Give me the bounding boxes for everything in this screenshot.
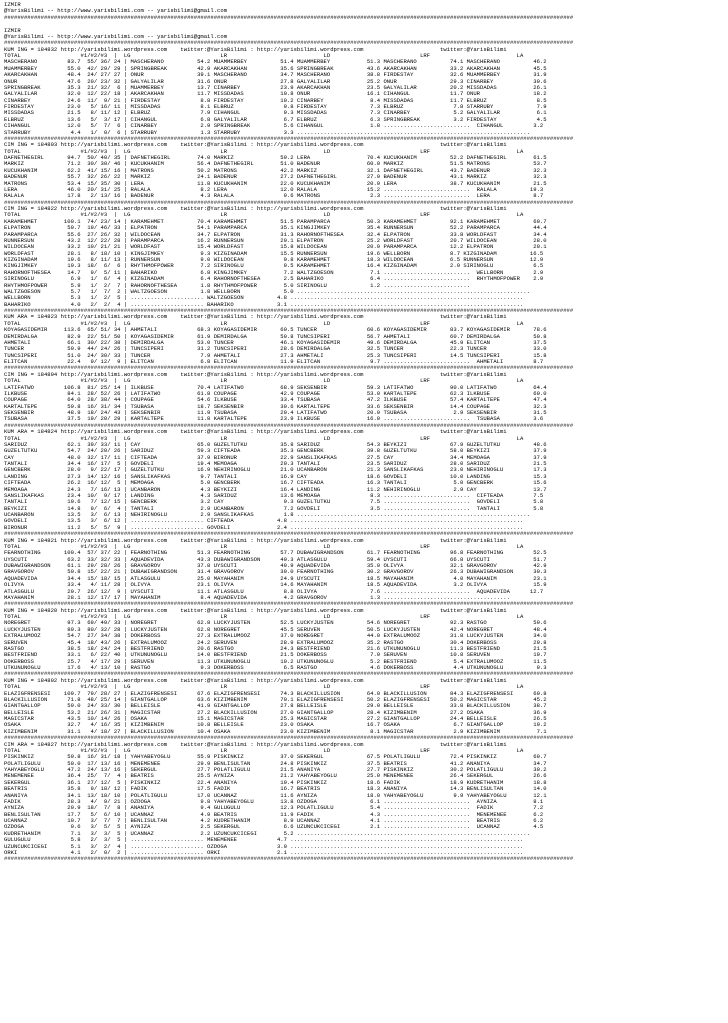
horse-row: FEARNOTHING 100.4 57/ 37/ 22 | FEARNOTHING 51.3 FEARNOTHING 57.7 DUBAWIGRANDSON 61.7 FEARNOTHING 96.8 FEARNOTHING 52.5 [4,550,547,557]
race-title: KUM ARA = 184823 http://yarisbilimi.wordpress.com twitter:@YarisBilimi : http://yarisbilimi.wordpress.com twitter:@YarisBilimi [4,314,507,321]
column-header: TOTAL #1/#2/#3 | LG LR LD LRF LA [4,53,524,59]
column-header: TOTAL #1/#2/#3 | LG LR LD LRF LA [4,320,524,327]
horse-row: BAHARIKO 4.0 2/ 2/ 4 | ...................... BAHARIKO 3.1 ...................................................................... [4,301,524,308]
document-city: IZMIR [4,2,21,8]
horse-row: ANANIYA 34.1 13/ 18/ 10 | POLATLIGULU 17.0 UCANNAZ 11.6 AYNIZA 18.0 YAHYABEYOGLU 9.9 YAHYABEYOGLU 12.1 [4,792,547,799]
horse-row: LANDING 27.3 14/ 12/ 16 | SANSLIKAFKAS 9.7 TANTALI 16.9 CAY 18.6 GOVDELI 10.0 LANDING 15.3 [4,473,547,480]
horse-row: BEYKIZI 14.8 9/ 6/ 4 | TANTALI 2.9 UCANBARON 7.2 GOVDELI 3.5 .......................... TANTALI 5.8 [4,505,544,512]
horse-row: MARKIZ 71.2 30/ 30/ 46 | KUCUKHANIM 56.4 DAFNETHEGIRL 51.0 BADENUR 60.0 MARKIZ 51.5 MATRONS 53.7 [4,161,547,168]
horse-row: WELLBORN 5.3 1/ 2/ 5 | ...................... WALTZGOESON 4.8 ...................................................................... [4,295,524,302]
section-separator: ########################################################################################################################################################################### [4,856,574,863]
horse-row: GUZELTUTKU 54.7 24/ 20/ 26 | SARIDUZ 59.3 CIFTEADA 35.3 GENCBERK 39.8 GUZELTUTKU 58.0 BEYKIZI 37.9 [4,448,547,455]
horse-row: WILDOCEAN 33.2 10/ 21/ 21 | WORLDFAST 15.4 WORLDFAST 15.8 WILDOCEAN 20.9 PARAMPARCA 12.2 ELPATRON 20.1 [4,244,547,251]
horse-row: KUDRETHANIM 7.1 3/ 3/ 5 | UCANNAZ 2.2 UZUNCUKCICEGI 5.2 ...................................................................... [4,830,530,837]
horse-row: OSAKA 32.7 4/ 16/ 35 | KIZIMBENIM 10.8 BELLEISLE 23.0 OSAKA 16.7 OSAKA 6.7 GIANTGALLOP 19.2 [4,722,547,729]
horse-row: MASCHERANO 83.7 55/ 36/ 24 | MASCHERANO 54.2 MUAMMERBEY 51.4 MUAMMERBEY 51.3 MASCHERANO 74.1 MASCHERANO 46.2 [4,59,547,66]
horse-row: GOVDELI 13.5 3/ 6/ 12 | ...................... CIFTEADA 4.8 ...................................................................... [4,518,524,525]
column-header: TOTAL #1/#2/#3 | LG LR LD LRF LA [4,614,524,620]
horse-row: KINGJIMKEY 19.3 18/ 6/ 6 | RHYTHMOFPOWER 7.2 SIRINOGLU 9.5 KARAMEHMET 16.4 KIZGINADAM 2.9 SIRINOGLU 6.5 [4,263,544,270]
horse-row: KIZIMBENIM 31.1 4/ 18/ 27 | BLACKILLUSION 10.4 OSAKA 23.0 KIZIMBENIM 8.1 MAGICSTAR 2.9 KIZIMBENIM 7.1 [4,728,547,735]
horse-row: ELBRUZ 13.6 5/ 3/ 17 | CIHANGUL 6.8 GALYALILAR 6.7 ELBRUZ 6.3 SPRINGBREAK 3.2 FIRDESTAY 4.5 [4,116,547,123]
horse-row: PARAMPARCA 55.6 27/ 26/ 32 | WILDOCEAN 34.7 ELPATRON 31.3 RAHORNOFTHESEA 32.4 ELPATRON 33.8 WORLDFAST 34.4 [4,231,547,238]
horse-row: UCANBARON 13.5 3/ 6/ 13 | NEHIRINOGLU 2.9 SANSLIKAFKAS 1.8 ...................................................................... [4,512,530,518]
horse-row: UZUNCUKCICEGI 5.1 3/ 2/ 4 | ...................... OZDOGA 3.0 ...................................................................... [4,843,524,850]
horse-row: STARRUBY 4.4 1/ 0/ 6 | STARRUBY 1.3 STARRUBY 3.3 ...................................................................... [4,129,530,136]
horse-row: AQUADEVIDA 34.4 15/ 18/ 15 | ATLASGULU 25.0 MAYAHANIM 24.9 UYSCUTI 18.5 MAYAHANIM 4.0 MAYAHANIM 23.1 [4,575,547,582]
race-section [4,206,724,314]
race-title: KUM ING = 184821 http://yarisbilimi.wordpress.com twitter:@YarisBilimi : http://yarisbilimi.wordpress.com twitter:@YarisBilimi [4,537,507,544]
race-title: CIM ARA = 184827 http://yarisbilimi.wordpress.com twitter:@YarisBilimi : http://yarisbilimi.wordpress.com twitter:@YarisBilimi [4,741,507,748]
horse-row: POLATLIGULU 50.0 17/ 13/ 16 | MENEMENEE 29.9 BENLISULTAN 24.8 PISKINKIZ 37.5 BEATRIS 41.2 ANANIYA 34.7 [4,760,547,767]
horse-row: BIRONUR 11.2 5/ 5/ 9 | ...................... GOVDELI 2.4 ...................................................................... [4,524,524,531]
horse-row: DUBAWIGRANDSON 61.1 29/ 28/ 26 | GRAVGOROV 37.8 UYSCUTI 40.9 AQUADEVIDA 35.0 OLIVYA 32.1 GRAVGOROV 42.9 [4,563,547,569]
horse-row: CIFTEADA 26.2 16/ 12/ 5 | MEMOAGA 5.0 GENCBERK 16.7 CIFTEADA 16.3 TANTALI 5.0 GENCBERK 15.6 [4,480,547,487]
horse-row: CAY 48.0 32/ 17/ 11 | CIFTEADA 37.9 BIRONUR 22.9 SANSLIKAFKAS 27.5 CAY 34.4 MEMOAGA 37.9 [4,454,547,461]
horse-row: DAFNETHEGIRL 94.7 50/ 40/ 35 | DAFNETHEGIRL 74.0 MARKIZ 59.2 LERA 70.4 KUCUKHANIM 52.2 DAFNETHEGIRL 61.5 [4,155,547,161]
horse-row: OLIVYA 33.4 4/ 11/ 28 | OLIVYA 23.1 OLIVYA 14.6 MAYAHANIM 18.5 AQUADEVIDA 3.2 OLIVYA 15.9 [4,582,547,589]
horse-row: MISSDADAS 21.5 8/ 11/ 12 | ELBRUZ 7.9 CIHANGUL 9.3 MISSDADAS 7.3 CINARBEY 5.2 GALYALILAR 6.1 [4,110,547,117]
section-separator: ########################################################################################################################################################################### [4,365,574,372]
horse-row: SPRINGBREAK 35.3 21/ 32/ 6 | MUAMMERBEY 13.7 CINARBEY 23.9 AKARCAKHAN 23.5 GALYALILAR 20.2 MISSDADAS 26.1 [4,84,547,91]
horse-row: TANTALI 19.6 7/ 12/ 15 | GENCBERK 3.2 CAY 9.3 GUZELTUTKU 7.5 .......................... GOVDELI 5.8 [4,499,544,506]
horse-row: GENCBERK 28.0 9/ 22/ 17 | GUZELTUTKU 16.9 NEHIRINOGLU 21.0 UCANBARON 21.3 SANSLIKAFKAS 23.0 NEHIRINOGLU 17.3 [4,467,547,474]
horse-row: MUAMMERBEY 55.0 42/ 29/ 29 | SPRINGBREAK 42.9 AKARCAKHAN 35.6 SPRINGBREAK 43.6 AKARCAKHAN 33.2 AKARCAKHAN 45.5 [4,65,547,72]
race-title: CIM ING = 184803 http://yarisbilimi.wordpress.com twitter:@YarisBilimi : http://yarisbilimi.wordpress.com twitter:@YarisBilimi [4,142,507,149]
horse-row: MEMOAGA 24.3 7/ 16/ 13 | UCANBARON 4.3 BEYKIZI 16.4 LANDING 11.2 NEHIRINOGLU 2.9 CAY 13.7 [4,486,547,493]
horse-row: OZDOGA 9.6 3/ 5/ 5 | AYNIZA 2.5 SEKERGUL 6.6 UZUNCUKCICEGI 2.1 .......................... UCANNAZ 4.5 [4,824,544,831]
horse-row: LATIFATWO 106.8 81/ 25/ 14 | ILKBUSE 70.4 LATIFATWO 68.9 SEKSENBIR 59.3 LATIFATWO 90.0 LATIFATWO 64.4 [4,384,547,391]
horse-row: RALALA 17.8 2/ 13/ 16 | BADENUR 4.3 RALALA 9.6 MATRONS 2.3 .......................... LERA 8.7 [4,193,544,200]
horse-row: COUPAGE 64.0 28/ 38/ 44 | COUPAGE 54.6 ILKBUSE 33.4 TSUBASA 47.2 ILKBUSE 57.4 KARTALTEPE 47.4 [4,397,547,404]
race-section [4,608,724,678]
horse-row: LERA 46.0 20/ 31/ 25 | RALALA 8.2 LERA 12.0 RALALA 15.2 .......................... RALALA 19.3 [4,186,544,193]
horse-row: DOKERBOSS 25.7 4/ 17/ 29 | SERUVEN 11.3 UTKUNUNOGLU 10.2 UTKUNUNOGLU 5.2 BESTFRIEND 5.4 EXTRALUMOOZ 11.5 [4,658,547,665]
horse-row: BENLISULTAN 17.7 5/ 6/ 10 | UCANNAZ 4.9 BEATRIS 11.9 FADIK 4.3 .......................... MENEMENEE 6.2 [4,811,544,818]
race-title: CIM ING = 184804 http://yarisbilimi.wordpress.com twitter:@YarisBilimi : http://yarisbilimi.wordpress.com twitter:@YarisBilimi [4,371,507,378]
horse-row: ELITCAN 22.4 9/ 12/ 9 | ELITCAN 6.8 ELITCAN 11.9 ELITCAN 9.7 .......................... AHMETALI 8.7 [4,359,544,365]
section-separator: ########################################################################################################################################################################### [4,422,574,429]
horse-row: TUNCSIPERI 51.0 24/ 30/ 33 | TUNCER 7.9 AHMETALI 27.3 AHMETALI 25.3 TUNCSIPERI 14.5 TUNCSIPERI 15.8 [4,352,547,359]
column-header: TOTAL #1/#2/#3 | LG LR LD LRF LA [4,378,524,385]
horse-row: SIRINOGLU 6.9 1/ 6/ 4 | KIZGINADAM 6.4 RAHORNOFTHESEA 2.5 BAHARIKO 6.4 .......................... RHYTHMOFPOWER 2.9 [4,276,544,283]
horse-row: MATRONS 53.4 15/ 35/ 30 | LERA 11.8 KUCUKHANIM 22.0 KUCUKHANIM 20.9 LERA 38.7 KUCUKHANIM 21.5 [4,180,547,187]
horse-row: ATLASGULU 29.7 26/ 12/ 9 | UYSCUTI 11.1 ATLASGULU 8.8 OLIVYA 7.6 .......................... AQUADEVIDA 12.7 [4,588,544,595]
horse-row: AYNIZA 20.9 18/ 7/ 8 | ANANIYA 9.4 GULUGULU 12.3 POLATLIGULU 5.4 .......................... FADIK 7.2 [4,805,544,812]
horse-row: AKARCAKHAN 48.4 24/ 27/ 27 | ONUR 39.1 MASCHERANO 34.7 MASCHERANO 38.8 FIRDESTAY 32.6 MUAMMERBEY 31.9 [4,72,547,79]
race-title: KUM ARA = 184824 http://yarisbilimi.wordpress.com twitter:@YarisBilimi : http://yarisbilimi.wordpress.com twitter:@YarisBilimi [4,429,507,436]
horse-row: PISKINKIZ 59.8 16/ 31/ 18 | YAHYABEYOGLU 55.9 PISKINKIZ 37.0 SEKERGUL 67.5 POLATLIGULU 72.4 PISKINKIZ 60.7 [4,754,547,761]
horse-row: KUCUKHANIM 62.2 41/ 15/ 16 | MATRONS 50.2 MATRONS 42.2 MARKIZ 32.1 DAFNETHEGIRL 43.7 BADENUR 32.3 [4,167,547,174]
column-header: TOTAL #1/#2/#3 | LG LR LD LRF LA [4,148,524,155]
horse-row: BEATRIS 35.8 9/ 18/ 12 | FADIK 17.5 FADIK 16.7 BEATRIS 18.3 ANANIYA 14.3 BENLISULTAN 14.0 [4,786,547,793]
race-section [4,678,724,742]
horse-row: ELPATRON 59.7 19/ 46/ 33 | ELPATRON 54.1 PARAMPARCA 35.1 KINGJIMKEY 35.4 RUNNERSUN 52.2 PARAMPARCA 44.4 [4,225,547,232]
race-title: KUM ING = 184832 http://yarisbilimi.wordpress.com twitter:@YarisBilimi : http://yarisbilimi.wordpress.com twitter:@YarisBilimi [4,46,507,53]
horse-row: BELLEISLE 53.2 21/ 26/ 31 | MAGICSTAR 27.2 BLACKILLUSION 27.0 GIANTGALLOP 28.4 KIZIMBENIM 27.2 OSAKA 36.9 [4,709,547,716]
horse-row: RHYTHMOFPOWER 5.9 1/ 2/ 7 | RAHORNOFTHESEA 1.8 RHYTHMOFPOWER 5.0 SIRINOGLU 1.2 .......................... [4,282,471,289]
horse-row: CIHANGUL 12.0 5/ 7/ 6 | CINARBEY 2.9 SPRINGBREAK 5.6 CIHANGUL 1.8 .......................... CIHANGUL 3.2 [4,123,544,130]
column-header: TOTAL #1/#2/#3 | LG LR LD LRF LA [4,435,524,442]
horse-row: UYSCUTI 63.2 33/ 32/ 33 | AQUADEVIDA 43.3 DUBAWIGRANDSON 49.3 ATLASGULU 59.4 UYSCUTI 66.8 UYSCUTI 51.7 [4,556,547,563]
horse-row: ILKBUSE 84.1 28/ 52/ 26 | LATIFATWO 61.8 COUPAGE 42.9 COUPAGE 53.0 KARTALTEPE 62.3 ILKBUSE 60.0 [4,390,547,397]
document-city-repeat: IZMIR [4,27,21,34]
race-section [4,372,724,429]
horse-row: ORKI 4.1 2/ 0/ 2 | ...................... ORKI 2.1 ...................................................................... [4,849,524,856]
horse-row: MENEMENEE 36.4 25/ 7/ 4 | BEATRIS 25.5 AYNIZA 21.2 YAHYABEYOGLU 25.0 MENEMENEE 26.4 SEKERGUL 26.6 [4,773,547,780]
section-separator: ########################################################################################################################################################################### [4,199,574,206]
column-header: TOTAL #1/#2/#3 | LG LR LD LRF LA [4,212,524,219]
horse-row: NOREGRET 97.3 69/ 49/ 33 | NOREGRET 62.8 LUCKYJUSTEN 52.5 LUCKYJUSTEN 54.6 NOREGRET 92.3 RASTGO 59.6 [4,620,547,627]
document-separator: ########################################################################################################################################################################### [4,40,574,47]
horse-row: RAHORNOFTHESEA 14.7 9/ 5/ 11 | BAHARIKO 6.8 KINGJIMKEY 7.2 WALTZGOESON 7.1 .......................... WELLBORN 2.9 [4,269,544,276]
horse-row: SARIDUZ 62.1 39/ 33/ 11 | CAY 65.0 GUZELTUTKU 35.8 SARIDUZ 54.3 BEYKIZI 67.9 GUZELTUTKU 48.6 [4,441,547,448]
horse-row: YAHYABEYOGLU 47.2 24/ 13/ 16 | SEKERGUL 27.7 POLATLIGULU 21.5 ANANIYA 27.7 PISKINKIZ 30.2 POLATLIGULU 30.2 [4,767,547,773]
horse-row: SEKERGUL 36.1 27/ 12/ 5 | PISKINKIZ 22.4 ANANIYA 19.4 PISKINKIZ 18.6 FADIK 18.9 KUDRETHANIM 18.8 [4,779,547,786]
race-section [4,742,724,863]
horse-row: GULUGULU 5.8 2/ 3/ 5 | ...................... MENEMENEE 4.7 ...................................................................... [4,837,524,844]
horse-row: SANSLIKAFKAS 23.4 10/ 9/ 17 | LANDING 4.3 SARIDUZ 13.6 MEMOAGA 8.3 .......................... CIFTEADA 7.5 [4,492,544,499]
race-section [4,429,724,537]
horse-row: MAYAHANIM 28.1 12/ 17/ 17 | MAYAHANIM 8.4 AQUADEVIDA 4.2 GRAVGOROV 1.3 ...................................... [4,594,510,601]
horse-row: KOYAGASIDEMIR 113.6 65/ 51/ 34 | AHMETALI 68.3 KOYAGASIDEMIR 60.5 TUNCER 60.6 KOYAGASIDEMIR 83.7 KOYAGASIDEMIR 78.6 [4,327,547,334]
horse-row: WORLDFAST 28.1 8/ 18/ 10 | KINGJIMKEY 9.3 KIZGINADAM 15.5 RUNNERSUN 19.6 WELLBORN 8.7 KIZGINADAM 16.5 [4,250,544,257]
horse-row: DEMIRDALGA 82.9 22/ 51/ 50 | KOYAGASIDEMIR 61.9 DEMIRDALGA 50.8 TUNCSIPERI 56.7 AHMETALI 60.7 DEMIRDALGA 50.8 [4,333,547,340]
race-title: CIM ING = 184822 http://yarisbilimi.wordpress.com twitter:@YarisBilimi : http://yarisbilimi.wordpress.com twitter:@YarisBilimi [4,206,507,212]
horse-row: GALYALILAR 32.0 12/ 22/ 18 | AKARCAKHAN 11.7 MISSDADAS 10.8 ONUR 16.1 CIHANGUL 11.7 ONUR 18.2 [4,91,547,98]
document-header-line-repeat: @YarisBilimi -- http://www.yarisbilimi.com -- yarisbilimi@gmail.com [4,33,228,40]
section-separator: ########################################################################################################################################################################### [4,531,574,538]
horse-row: TANTALI 34.4 16/ 17/ 5 | GOVDELI 19.4 MEMOAGA 20.3 TANTALI 23.5 SARIDUZ 28.0 SARIDUZ 21.5 [4,461,547,467]
race-section [4,142,724,206]
horse-row: MAGICSTAR 43.5 10/ 14/ 26 | OSAKA 15.1 MAGICSTAR 25.3 MAGICSTAR 27.2 GIANTGALLOP 24.4 BELLEISLE 26.5 [4,716,547,722]
horse-row: KARAMEHMET 100.1 74/ 23/ 14 | KARAMEHMET 70.4 KARAMEHMET 51.5 PARAMPARCA 50.3 KARAMEHMET 92.1 KARAMEHMET 60.7 [4,218,547,225]
results-document [4,0,724,863]
horse-row: RASTGO 38.5 18/ 24/ 24 | BESTFRIEND 20.6 RASTGO 24.3 BESTFRIEND 21.6 UTKUNUNOGLU 11.3 BESTFRIEND 21.5 [4,645,547,652]
section-separator: ########################################################################################################################################################################### [4,601,574,608]
horse-row: UCANNAZ 10.7 3/ 7/ 7 | BENLISULTAN 4.2 KUDRETHANIM 8.9 UCANNAZ 4.1 .......................... BEATRIS 6.2 [4,818,544,824]
horse-row: UTKUNUNOGLU 17.6 4/ 13/ 10 | RASTGO 9.3 DOKERBOSS 6.5 RASTGO 4.6 DOKERBOSS 4.4 UTKUNUNOGLU 9.3 [4,665,547,671]
horse-row: TSUBASA 37.5 19/ 20/ 29 | KARTALTEPE 11.8 KARTALTEPE 23.9 ILKBUSE 16.0 .......................... TSUBASA 3.6 [4,416,544,423]
horse-row: KIZGINADAM 19.6 8/ 11/ 13 | RUNNERSUN 9.0 WILDOCEAN 9.8 KARAMEHMET 18.3 WILDOCEAN 6.5 RUNNERSUN 12.9 [4,257,544,263]
horse-row: RUNNERSUN 43.2 12/ 22/ 28 | PARAMPARCA 16.2 RUNNERSUN 29.1 ELPATRON 25.2 WORLDFAST 20.7 WILDOCEAN 28.0 [4,237,547,244]
horse-row: WALTZGOESON 5.7 1/ 7/ 2 | WALTZGOESON 1.8 WELLBORN 5.0 ...................................................................... [4,288,530,295]
horse-row: LUCKYJUSTEN 89.3 80/ 32/ 28 | LUCKYJUSTEN 62.8 NOREGRET 45.5 SERUVEN 50.5 LUCKYJUSTEN 42.4 NOREGRET 48.4 [4,626,547,633]
document-header-line: @YarisBilimi -- http://www.yarisbilimi.com -- yarisbilimi@gmail.com [4,8,228,15]
race-sections [4,47,724,863]
horse-row: TUNCER 59.9 44/ 24/ 26 | TUNCSIPERI 31.2 TUNCSIPERI 28.6 DEMIRDALGA 32.5 TUNCER 22.3 TUNCER 33.0 [4,346,547,353]
race-section [4,47,724,143]
horse-row: SERUVEN 45.4 18/ 43/ 26 | EXTRALUMOOZ 24.2 SERUVEN 28.9 EXTRALUMOOZ 35.2 RASTGO 30.4 DOKERBOSS 29.8 [4,639,547,646]
horse-row: BADENUR 55.7 32/ 26/ 22 | MARKIZ 24.1 BADENUR 27.2 DAFNETHEGIRL 27.9 BADENUR 43.1 MARKIZ 32.3 [4,174,547,181]
race-title: KUM ING = 184820 http://yarisbilimi.wordpress.com twitter:@YarisBilimi : http://yarisbilimi.wordpress.com twitter:@YarisBilimi [4,607,507,614]
horse-row: EXTRALUMOOZ 54.7 27/ 34/ 38 | DOKERBOSS 27.3 EXTRALUMOOZ 37.0 NOREGRET 44.0 EXTRALUMOOZ 31.8 LUCKYJUSTEN 34.0 [4,633,547,640]
horse-row: ELAZIGFRENSESI 109.7 79/ 28/ 27 | ELAZIGFRENSESI 67.6 ELAZIGFRENSESI 74.3 BLACKILLUSION 64.0 BLACKILLUSION 84.3 ELAZIGFRENSESI 60.8 [4,690,547,697]
horse-row: FADIK 28.3 4/ 9/ 21 | OZDOGA 9.8 YAHYABEYOGLU 13.8 OZDOGA 6.1 .......................... AYNIZA 8.1 [4,798,544,805]
horse-row: CINARBEY 24.6 11/ 9/ 21 | FIRDESTAY 8.8 FIRDESTAY 10.2 CINARBEY 8.4 MISSDADAS 11.7 ELBRUZ 8.5 [4,97,547,104]
horse-row: AHMETALI 66.1 30/ 22/ 38 | DEMIRDALGA 53.0 TUNCER 46.1 KOYAGASIDEMIR 49.6 DEMIRDALGA 45.9 ELITCAN 37.5 [4,339,547,346]
section-separator: ########################################################################################################################################################################### [4,671,574,678]
horse-row: BLACKILLUSION 71.8 48/ 25/ 14 | GIANTGALLOP 63.6 KIZIMBENIM 70.1 ELAZIGFRENSESI 50.2 ELAZIGFRENSESI 50.2 MAGICSTAR 45.2 [4,696,547,703]
section-separator: ########################################################################################################################################################################### [4,135,574,142]
column-header: TOTAL #1/#2/#3 | LG LR LD LRF LA [4,543,524,550]
horse-row: FIRDESTAY 23.0 5/ 16/ 11 | MISSDADAS 8.1 ELBRUZ 9.8 FIRDESTAY 7.3 ELBRUZ 7.8 STARRUBY 7.9 [4,104,547,110]
column-header: TOTAL #1/#2/#3 | LG LR LD LRF LA [4,747,524,754]
section-separator: ########################################################################################################################################################################### [4,308,574,314]
horse-row: SEKSENBIR 48.9 18/ 24/ 43 | SEKSENBIR 11.9 TSUBASA 29.4 LATIFATWO 20.0 TSUBASA 2.9 SEKSENBIR 31.5 [4,410,547,416]
horse-row: GIANTGALLOP 59.0 24/ 33/ 30 | BELLEISLE 41.9 GIANTGALLOP 27.8 BELLEISLE 29.0 BELLEISLE 33.8 BLACKILLUSION 38.7 [4,703,547,710]
horse-row: KARTALTEPE 59.8 16/ 31/ 34 | TSUBASA 18.7 SEKSENBIR 30.6 KARTALTEPE 33.6 SEKSENBIR 14.4 COUPAGE 32.3 [4,403,547,410]
race-section [4,538,724,608]
horse-row: GRAVGOROV 50.8 15/ 22/ 21 | DUBAWIGRANDSON 31.4 GRAVGOROV 30.0 FEARNOTHING 30.2 GRAVGOROV 26.3 DUBAWIGRANDSON 30.3 [4,569,547,576]
horse-row: BESTFRIEND 33.1 6/ 22/ 40 | UTKUNUNOGLU 14.0 BESTFRIEND 21.5 DOKERBOSS 7.9 SERUVEN 10.8 SERUVEN 19.7 [4,652,547,659]
race-section [4,314,724,371]
section-separator: ########################################################################################################################################################################### [4,735,574,742]
race-title: KUM ING = 184802 http://yarisbilimi.wordpress.com twitter:@YarisBilimi : http://yarisbilimi.wordpress.com twitter:@YarisBilimi [4,677,507,684]
horse-row: ONUR 47.6 20/ 23/ 32 | GALYALILAR 31.6 ONUR 27.8 GALYALILAR 25.2 ONUR 29.3 CINARBEY 30.6 [4,78,547,85]
document-separator: ########################################################################################################################################################################### [4,14,574,21]
column-header: TOTAL #1/#2/#3 | LG LR LD LRF LA [4,684,524,691]
